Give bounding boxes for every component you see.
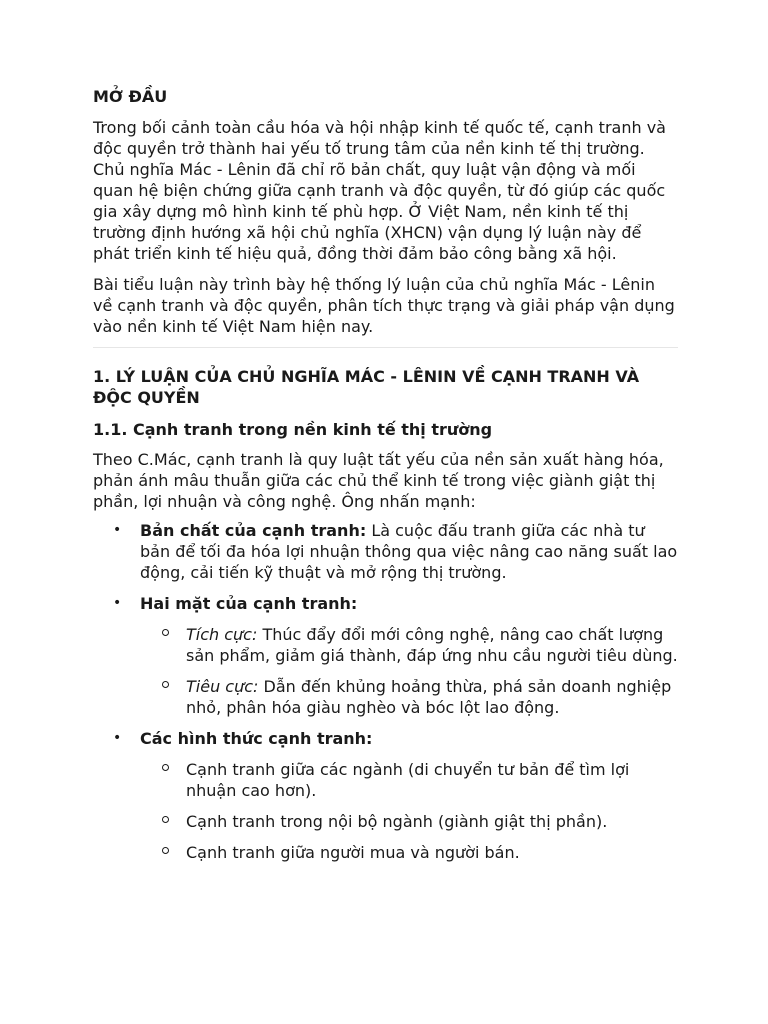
- sub-list-item: [140, 676, 678, 718]
- sub-list-item: [140, 811, 678, 832]
- section-1-heading: 1. LÝ LUẬN CỦA CHỦ NGHĨA MÁC - LÊNIN VỀ CẠNH TRANH VÀ ĐỘC QUYỀN: [93, 367, 640, 407]
- sub-list-item-text: Cạnh tranh giữa các ngành (di chuyển tư bản để tìm lợi nhuận cao hơn).: [186, 760, 630, 800]
- section-divider: [93, 347, 678, 348]
- circle-bullet-icon: [162, 629, 169, 636]
- circle-bullet-icon: [162, 681, 169, 688]
- list-item: [93, 520, 678, 583]
- subsection-1-1-intro: Theo C.Mác, cạnh tranh là quy luật tất yếu của nền sản xuất hàng hóa, phản ánh mâu thuẫn giữa các chủ thể kinh tế trong việc giành giật thị phần, lợi nhuận và công nghệ. Ông nhấn mạnh:: [93, 450, 664, 511]
- sub-list-item: [140, 842, 678, 863]
- bullet-list: [93, 520, 678, 863]
- circle-bullet-icon: [162, 847, 169, 854]
- list-item-label: Các hình thức cạnh tranh:: [140, 729, 373, 748]
- sub-list-item-label: Tích cực:: [186, 625, 258, 644]
- list-item: [93, 728, 678, 863]
- list-item-label: Bản chất của cạnh tranh:: [140, 521, 367, 540]
- intro-heading: MỞ ĐẦU: [93, 87, 168, 106]
- sub-list-item-text: Cạnh tranh giữa người mua và người bán.: [186, 843, 520, 862]
- sub-list-item-label: Tiêu cực:: [186, 677, 259, 696]
- bullet-icon: •: [113, 522, 122, 538]
- intro-paragraph-2: Bài tiểu luận này trình bày hệ thống lý luận của chủ nghĩa Mác - Lênin về cạnh tranh và độc quyền, phân tích thực trạng và giải pháp vận dụng vào nền kinh tế Việt Nam hiện nay.: [93, 275, 675, 336]
- subsection-1-1-heading: 1.1. Cạnh tranh trong nền kinh tế thị trường: [93, 420, 493, 439]
- list-item: [93, 593, 678, 718]
- sub-list: [140, 624, 678, 718]
- sub-list-item: [140, 624, 678, 666]
- bullet-icon: •: [113, 730, 122, 746]
- circle-bullet-icon: [162, 764, 169, 771]
- bullet-icon: •: [113, 595, 122, 611]
- sub-list-item-text: Dẫn đến khủng hoảng thừa, phá sản doanh nghiệp nhỏ, phân hóa giàu nghèo và bóc lột lao động.: [186, 677, 672, 717]
- list-item-text: Là cuộc đấu tranh giữa các nhà tư bản để tối đa hóa lợi nhuận thông qua việc nâng cao năng suất lao động, cải tiến kỹ thuật và mở rộng thị trường.: [140, 521, 678, 582]
- document-page: [93, 86, 678, 873]
- sub-list: [140, 759, 678, 863]
- intro-paragraph-1: Trong bối cảnh toàn cầu hóa và hội nhập kinh tế quốc tế, cạnh tranh và độc quyền trở thành hai yếu tố trung tâm của nền kinh tế thị trường. Chủ nghĩa Mác - Lênin đã chỉ rõ bản chất, quy luật vận động và mối quan hệ biện chứng giữa cạnh tranh và độc quyền, từ đó giúp các quốc gia xây dựng mô hình kinh tế phù hợp. Ở Việt Nam, nền kinh tế thị trường định hướng xã hội chủ nghĩa (XHCN) vận dụng lý luận này để phát triển kinh tế hiệu quả, đồng thời đảm bảo công bằng xã hội.: [93, 118, 666, 263]
- sub-list-item-text: Cạnh tranh trong nội bộ ngành (giành giật thị phần).: [186, 812, 608, 831]
- sub-list-item: [140, 759, 678, 801]
- list-item-label: Hai mặt của cạnh tranh:: [140, 594, 358, 613]
- circle-bullet-icon: [162, 816, 169, 823]
- sub-list-item-text: Thúc đẩy đổi mới công nghệ, nâng cao chất lượng sản phẩm, giảm giá thành, đáp ứng nhu cầu người tiêu dùng.: [186, 625, 678, 665]
